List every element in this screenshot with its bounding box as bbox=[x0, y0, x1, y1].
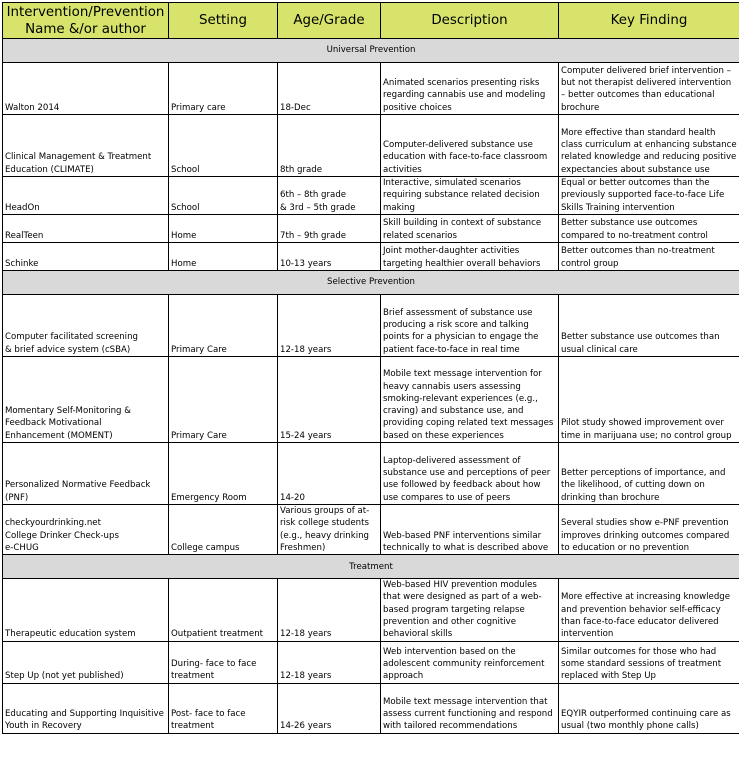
cell-name: Educating and Supporting Inquisitive Youth in Recovery bbox=[3, 683, 169, 733]
table-row bbox=[3, 243, 739, 271]
header-age: Age/Grade bbox=[278, 3, 381, 39]
cell-name: Step Up (not yet published) bbox=[3, 641, 169, 683]
cell-setting: Primary Care bbox=[169, 295, 278, 357]
cell-name: Schinke bbox=[3, 243, 169, 271]
cell-age: 6th – 8th grade & 3rd – 5th grade bbox=[278, 177, 381, 215]
cell-age: 15-24 years bbox=[278, 357, 381, 443]
header-key-finding: Key Finding bbox=[559, 3, 739, 39]
table-row bbox=[3, 641, 739, 683]
cell-description: Joint mother-daughter activities targeting healthier overall behaviors bbox=[381, 243, 559, 271]
table-row bbox=[3, 115, 739, 177]
table-row bbox=[3, 63, 739, 115]
cell-key-finding: Equal or better outcomes than the previously supported face-to-face Life Skills Training intervention bbox=[559, 177, 739, 215]
cell-description: Web-based HIV prevention modules that were designed as part of a web-based program targeting relapse prevention and other cognitive behavioral skills bbox=[381, 579, 559, 641]
cell-setting: Post- face to face treatment bbox=[169, 683, 278, 733]
cell-name: Therapeutic education system bbox=[3, 579, 169, 641]
section-row-treatment bbox=[3, 555, 739, 579]
cell-name: Walton 2014 bbox=[3, 63, 169, 115]
header-setting: Setting bbox=[169, 3, 278, 39]
cell-name: Clinical Management & Treatment Education (CLIMATE) bbox=[3, 115, 169, 177]
cell-age: 7th – 9th grade bbox=[278, 215, 381, 243]
cell-age: 12-18 years bbox=[278, 295, 381, 357]
header-description: Description bbox=[381, 3, 559, 39]
cell-key-finding: Better substance use outcomes compared to no-treatment control bbox=[559, 215, 739, 243]
cell-name: RealTeen bbox=[3, 215, 169, 243]
table-row bbox=[3, 683, 739, 733]
cell-description: Web-based PNF interventions similar technically to what is described above bbox=[381, 505, 559, 555]
cell-description: Mobile text message intervention for heavy cannabis users assessing smoking-relevant experiences (e.g., craving) and substance use, and providing coping related text messages based on these experiences bbox=[381, 357, 559, 443]
cell-description: Skill building in context of substance related scenarios bbox=[381, 215, 559, 243]
section-row-universal bbox=[3, 39, 739, 63]
cell-setting: School bbox=[169, 177, 278, 215]
cell-key-finding: Similar outcomes for those who had some standard sessions of treatment replaced with Step Up bbox=[559, 641, 739, 683]
cell-setting: Home bbox=[169, 243, 278, 271]
table-row bbox=[3, 215, 739, 243]
cell-name: Personalized Normative Feedback (PNF) bbox=[3, 443, 169, 505]
cell-name: HeadOn bbox=[3, 177, 169, 215]
interventions-table bbox=[2, 2, 739, 734]
cell-name: Computer facilitated screening & brief advice system (cSBA) bbox=[3, 295, 169, 357]
cell-description: Web intervention based on the adolescent community reinforcement approach bbox=[381, 641, 559, 683]
cell-key-finding: Better substance use outcomes than usual clinical care bbox=[559, 295, 739, 357]
table-row bbox=[3, 579, 739, 641]
cell-age: 14-20 bbox=[278, 443, 381, 505]
cell-setting: Emergency Room bbox=[169, 443, 278, 505]
section-title: Universal Prevention bbox=[3, 39, 739, 63]
cell-setting: Outpatient treatment bbox=[169, 579, 278, 641]
cell-name: Momentary Self-Monitoring & Feedback Motivational Enhancement (MOMENT) bbox=[3, 357, 169, 443]
cell-setting: College campus bbox=[169, 505, 278, 555]
cell-age: 18-Dec bbox=[278, 63, 381, 115]
cell-description: Interactive, simulated scenarios requiring substance related decision making bbox=[381, 177, 559, 215]
cell-setting: Home bbox=[169, 215, 278, 243]
table-row bbox=[3, 357, 739, 443]
cell-age: 10-13 years bbox=[278, 243, 381, 271]
cell-description: Brief assessment of substance use producing a risk score and talking points for a physician to engage the patient face-to-face in real time bbox=[381, 295, 559, 357]
cell-description: Computer-delivered substance use education with face-to-face classroom activities bbox=[381, 115, 559, 177]
cell-description: Mobile text message intervention that assess current functioning and respond with tailored recommendations bbox=[381, 683, 559, 733]
cell-age: 14-26 years bbox=[278, 683, 381, 733]
cell-age: Various groups of at-risk college students (e.g., heavy drinking Freshmen) bbox=[278, 505, 381, 555]
table-row bbox=[3, 295, 739, 357]
cell-setting: School bbox=[169, 115, 278, 177]
table-row bbox=[3, 443, 739, 505]
cell-age: 8th grade bbox=[278, 115, 381, 177]
cell-age: 12-18 years bbox=[278, 579, 381, 641]
cell-setting: During- face to face treatment bbox=[169, 641, 278, 683]
cell-description: Animated scenarios presenting risks regarding cannabis use and modeling positive choices bbox=[381, 63, 559, 115]
cell-setting: Primary care bbox=[169, 63, 278, 115]
cell-key-finding: EQYIR outperformed continuing care as usual (two monthly phone calls) bbox=[559, 683, 739, 733]
cell-key-finding: More effective than standard health class curriculum at enhancing substance related knowledge and reducing positive expectancies about substance use bbox=[559, 115, 739, 177]
cell-description: Laptop-delivered assessment of substance use and perceptions of peer use followed by feedback about how use compares to use of peers bbox=[381, 443, 559, 505]
section-row-selective bbox=[3, 271, 739, 295]
cell-key-finding: Several studies show e-PNF prevention improves drinking outcomes compared to education or no prevention bbox=[559, 505, 739, 555]
section-title: Selective Prevention bbox=[3, 271, 739, 295]
cell-key-finding: Better outcomes than no-treatment control group bbox=[559, 243, 739, 271]
table-header-row bbox=[3, 3, 739, 39]
table-row bbox=[3, 177, 739, 215]
cell-key-finding: Better perceptions of importance, and the likelihood, of cutting down on drinking than brochure bbox=[559, 443, 739, 505]
cell-key-finding: More effective at increasing knowledge and prevention behavior self-efficacy than face-to-face educator delivered intervention bbox=[559, 579, 739, 641]
cell-key-finding: Computer delivered brief intervention – but not therapist delivered intervention – better outcomes than educational brochure bbox=[559, 63, 739, 115]
table-row bbox=[3, 505, 739, 555]
section-title: Treatment bbox=[3, 555, 739, 579]
cell-setting: Primary Care bbox=[169, 357, 278, 443]
header-name: Intervention/Prevention Name &/or author bbox=[3, 3, 169, 39]
cell-name: checkyourdrinking.net College Drinker Check-ups e-CHUG bbox=[3, 505, 169, 555]
cell-key-finding: Pilot study showed improvement over time in marijuana use; no control group bbox=[559, 357, 739, 443]
cell-age: 12-18 years bbox=[278, 641, 381, 683]
